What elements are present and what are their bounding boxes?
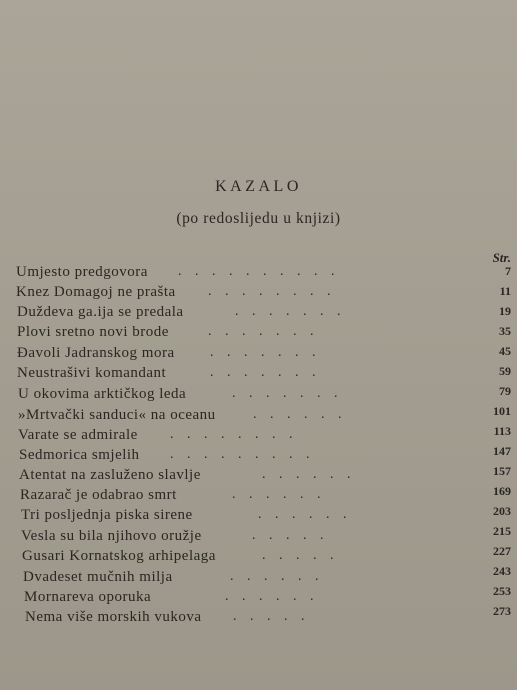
toc-page-number: 203 [493, 504, 511, 518]
toc-page-number: 215 [493, 524, 511, 538]
toc-leader-dots: . . . . . . [258, 507, 352, 522]
toc-page-number: 35 [499, 324, 511, 338]
toc-entry-title: Đavoli Jadranskog mora [17, 345, 175, 361]
toc-leader-dots: . . . . . [262, 548, 339, 563]
toc-leader-dots: . . . . . . . . [170, 427, 298, 442]
toc-page-number: 227 [493, 544, 511, 558]
toc-entry [0, 345, 517, 365]
toc-leader-dots: . . . . . [233, 609, 310, 624]
page-title: KAZALO [215, 178, 302, 195]
toc-entry [0, 584, 517, 609]
toc-entry [0, 544, 517, 568]
toc-entry-title: Umjesto predgovora [16, 264, 148, 280]
toc-leader-dots: . . . . . . . . [208, 284, 336, 299]
toc-leader-dots: . . . . . . . [210, 345, 321, 360]
toc-entry [0, 504, 517, 527]
toc-entry-title: Mornareva oporuka [24, 589, 152, 605]
toc-entry-title: Sedmorica smjelih [19, 447, 140, 463]
toc-entry [0, 365, 517, 385]
toc-entry [0, 304, 517, 324]
toc-page-number: 101 [493, 404, 511, 418]
toc-entry-title: U okovima arktičkog leda [18, 386, 187, 402]
toc-leader-dots: . . . . . . . . . . [178, 264, 340, 279]
toc-leader-dots: . . . . . . . [235, 304, 346, 319]
toc-entry [0, 386, 517, 406]
toc-leader-dots: . . . . . . . . . [170, 447, 315, 462]
toc-entry [0, 284, 517, 304]
toc-page-number: 59 [499, 364, 511, 378]
toc-page-number: 11 [499, 284, 511, 298]
page-subtitle: (po redoslijedu u knjizi) [176, 210, 341, 227]
toc-page-number: 157 [493, 464, 511, 478]
toc-leader-dots: . . . . . . [232, 487, 326, 502]
toc-leader-dots: . . . . . . . [210, 365, 321, 380]
toc-entry-title: Razarač je odabrao smrt [20, 487, 177, 503]
toc-entry-title: Varate se admirale [18, 427, 138, 443]
toc-entry [0, 324, 517, 344]
toc-page-number: 147 [493, 444, 511, 458]
toc-entry [0, 524, 517, 548]
toc-leader-dots: . . . . . . [230, 569, 324, 584]
toc-entry-title: Tri posljednja piska sirene [21, 507, 193, 523]
page-column-label: Str. [492, 250, 511, 265]
toc-entry-title: Atentat na zasluženo slavlje [19, 467, 201, 483]
toc-entry [0, 484, 517, 507]
toc-entry-title: Vesla su bila njihovo oružje [21, 528, 202, 544]
toc-entry-title: Plovi sretno novi brode [17, 324, 169, 340]
toc-leader-dots: . . . . . . . [232, 386, 343, 401]
toc-entry-title: Dvadeset mučnih milja [23, 569, 173, 585]
toc-entry-title: »Mrtvački sanduci« na oceanu [18, 407, 216, 423]
toc-entry [0, 464, 517, 487]
toc-entry-title: Knez Domagoj ne prašta [16, 284, 176, 300]
toc-page-number: 19 [499, 304, 511, 318]
toc-entry-title: Duždeva ga.ija se predala [17, 304, 184, 320]
toc-leader-dots: . . . . . . [253, 407, 347, 422]
toc-leader-dots: . . . . . . . [208, 324, 319, 339]
toc-page-number: 113 [493, 424, 511, 438]
toc-entry-title: Neustrašivi komandant [17, 365, 167, 381]
toc-page-number: 45 [499, 344, 511, 358]
toc-entry-title: Nema više morskih vukova [25, 609, 202, 625]
toc-page-number: 7 [505, 264, 511, 278]
toc-page-number: 273 [493, 604, 511, 618]
toc-entry [0, 604, 517, 629]
toc-entry [0, 564, 517, 589]
toc-entry [0, 264, 517, 284]
toc-leader-dots: . . . . . . [262, 467, 356, 482]
toc-leader-dots: . . . . . . [225, 589, 319, 604]
toc-entry-title: Gusari Kornatskog arhipelaga [22, 548, 216, 564]
toc-leader-dots: . . . . . [252, 528, 329, 543]
toc-page-number: 243 [493, 564, 511, 578]
toc-page-number: 169 [493, 484, 511, 498]
toc-entry [0, 424, 517, 447]
toc-page-number: 79 [499, 384, 511, 398]
toc-entry [0, 404, 517, 427]
toc-page-number: 253 [493, 584, 511, 598]
toc-entry [0, 444, 517, 467]
